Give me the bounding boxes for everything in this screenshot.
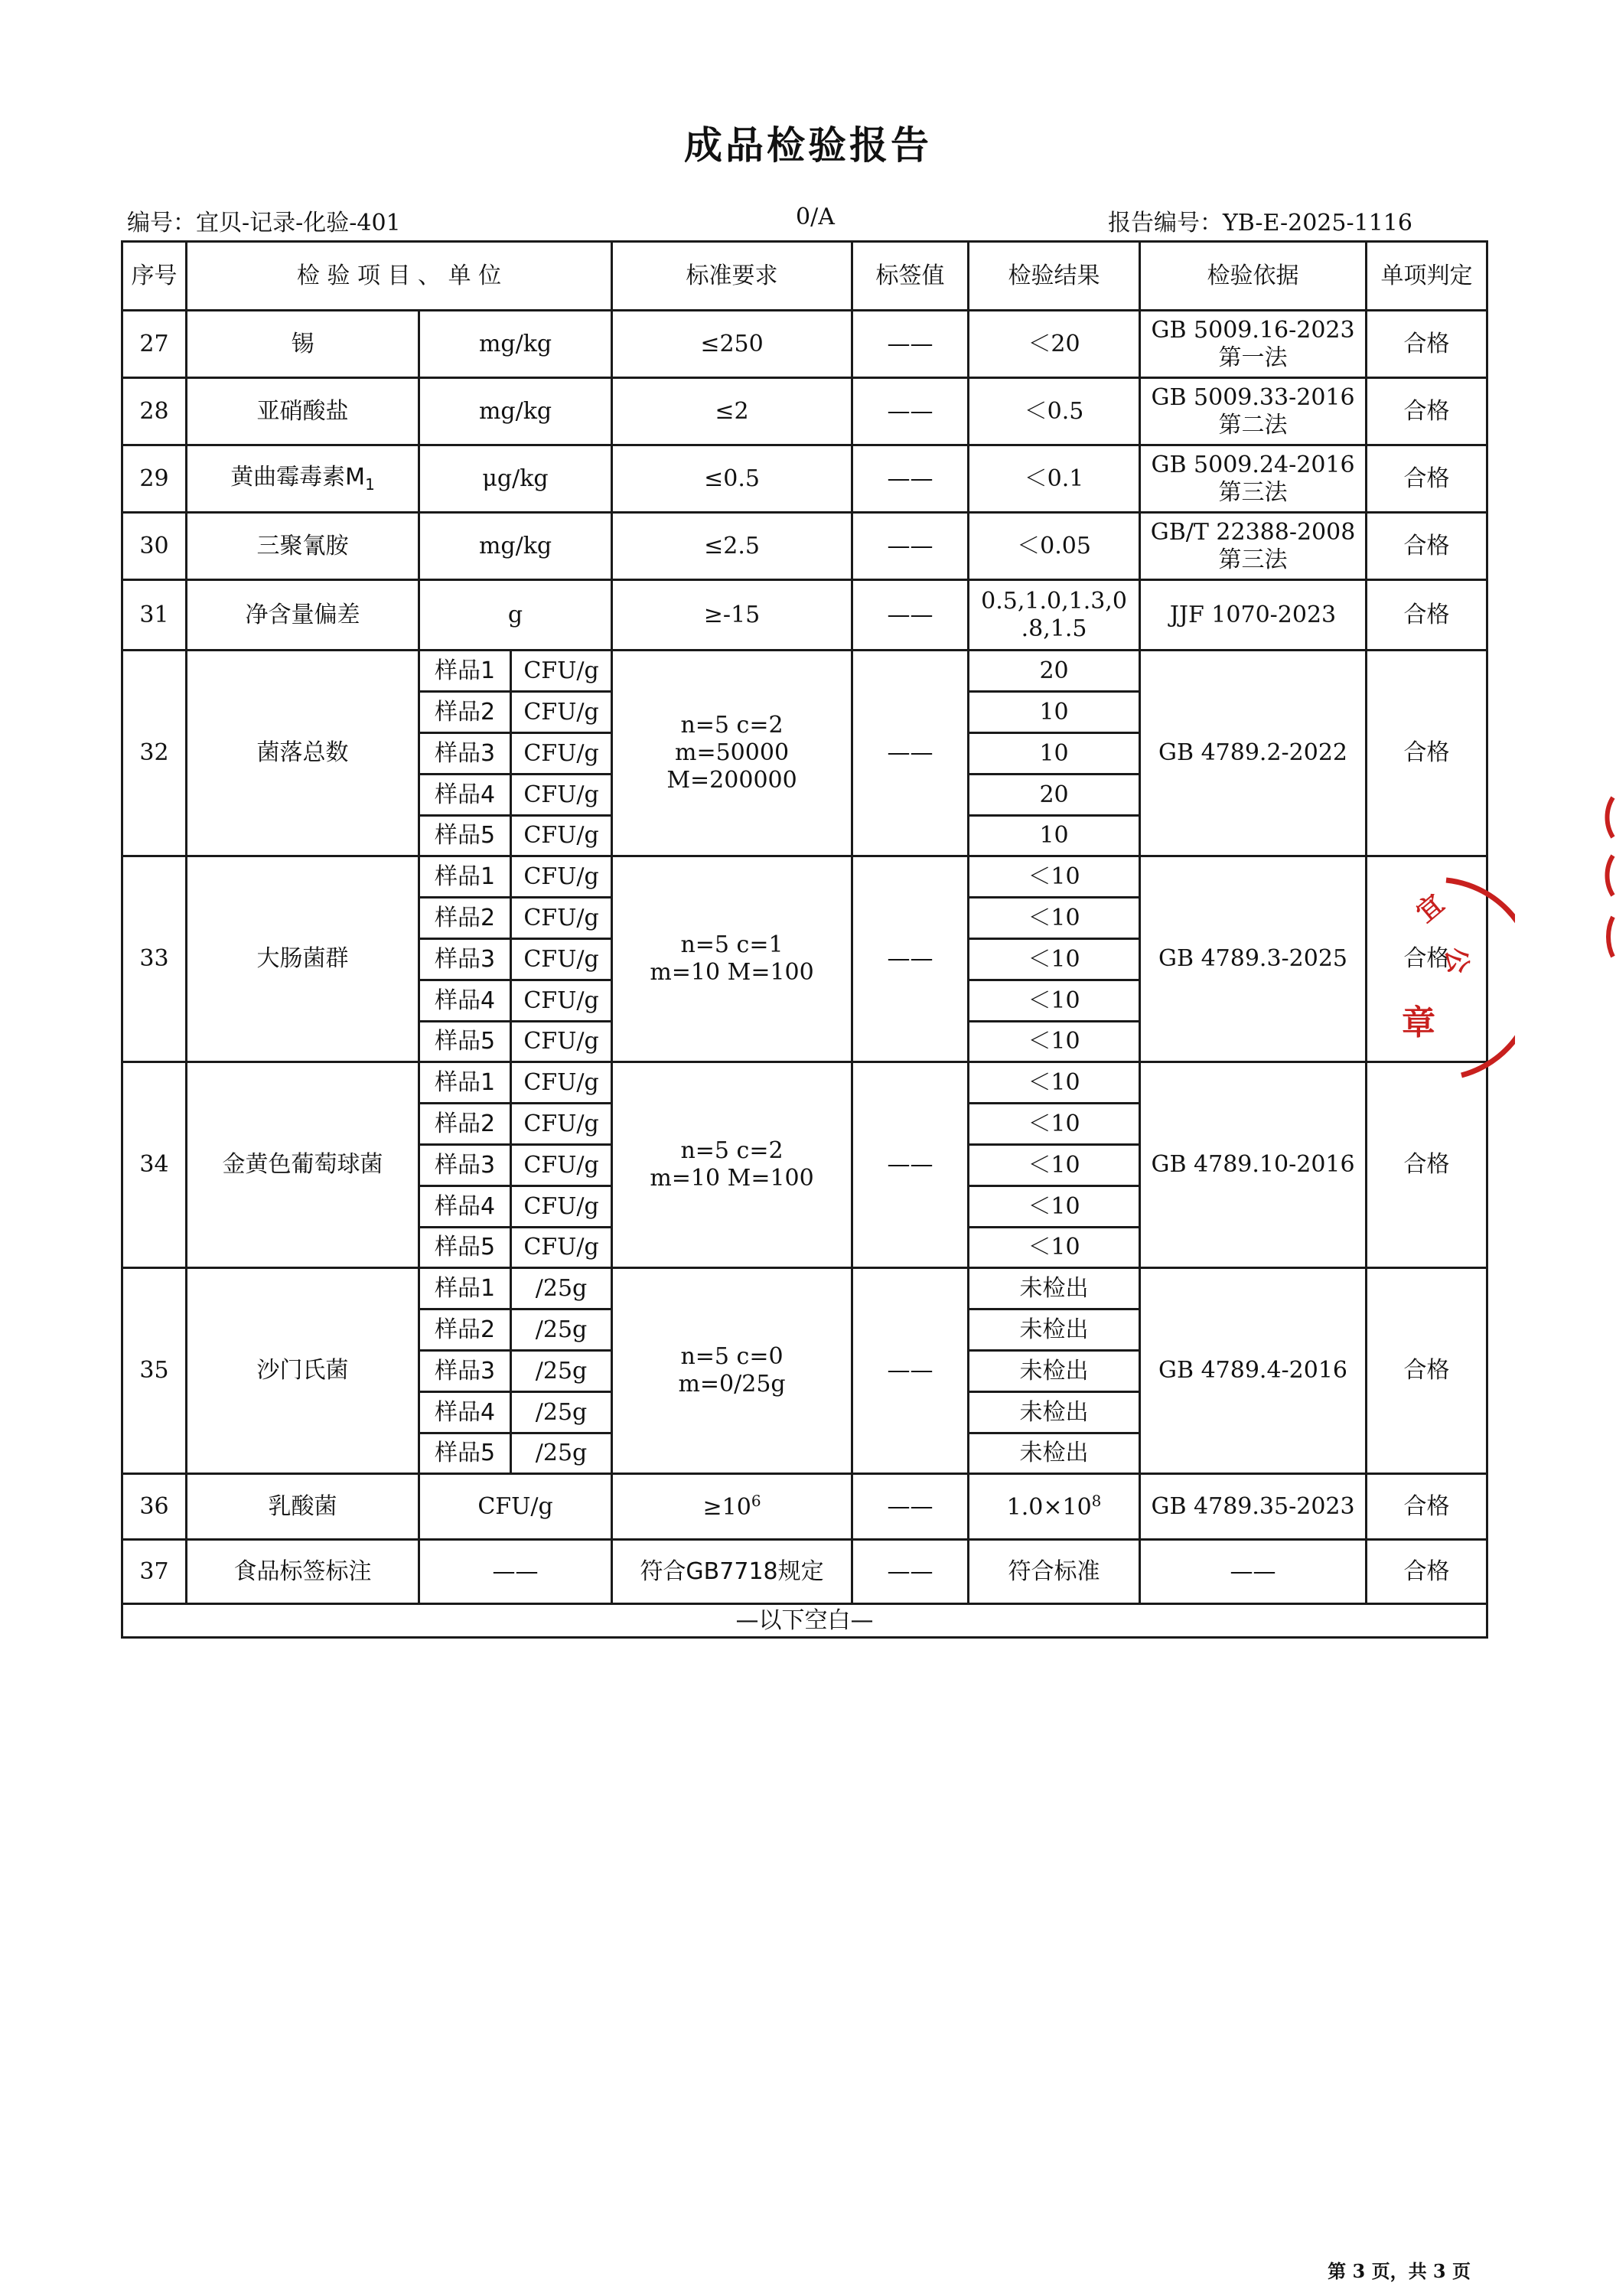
sample-name: 样品4	[419, 775, 511, 816]
sample-unit: CFU/g	[511, 856, 612, 898]
basis-line-2: 第一法	[1218, 344, 1288, 371]
sample-unit: CFU/g	[511, 1228, 612, 1268]
basis-line-2: 第二法	[1218, 411, 1288, 439]
item-name: 三聚氰胺	[187, 513, 419, 580]
label-value: ——	[852, 856, 969, 1062]
row-seq: 27	[122, 311, 187, 378]
sample-name: 样品3	[419, 1145, 511, 1186]
seal-text-3: 章	[1402, 1003, 1435, 1042]
label-value: ——	[852, 378, 969, 445]
line-2: m=10 M=100	[650, 959, 814, 986]
col-header-seq: 序号	[122, 242, 187, 311]
item-name: 食品标签标注	[187, 1540, 419, 1604]
sample-name: 样品2	[419, 1104, 511, 1145]
sample-name: 样品5	[419, 816, 511, 856]
label-value: ——	[852, 513, 969, 580]
item-name	[187, 445, 419, 513]
verdict-value: 合格	[1367, 1540, 1487, 1604]
sample-result: ＜10	[969, 898, 1140, 939]
sample-result: 10	[969, 692, 1140, 733]
sample-result: ＜10	[969, 856, 1140, 898]
row-seq: 33	[122, 856, 187, 1062]
item-unit: mg/kg	[419, 378, 612, 445]
item-name: 金黄色葡萄球菌	[187, 1062, 419, 1268]
label-value: ——	[852, 311, 969, 378]
sample-unit: CFU/g	[511, 898, 612, 939]
item-unit: mg/kg	[419, 513, 612, 580]
basis-value: GB 4789.2-2022	[1140, 651, 1367, 856]
row-seq: 34	[122, 1062, 187, 1268]
sample-unit: CFU/g	[511, 1145, 612, 1186]
standard-value	[612, 1268, 852, 1474]
result-line-2: .8,1.5	[1021, 615, 1087, 642]
table-row	[122, 311, 1487, 378]
label-value: ——	[852, 1540, 969, 1604]
basis-value: GB 4789.3-2025	[1140, 856, 1367, 1062]
sample-result: 未检出	[969, 1392, 1140, 1433]
result-value	[969, 1474, 1140, 1540]
edge-stamp-icon	[1604, 794, 1616, 963]
sample-result: ＜10	[969, 1022, 1140, 1062]
label-value: ——	[852, 1268, 969, 1474]
row-seq: 37	[122, 1540, 187, 1604]
line-1: n=5 c=2	[680, 1137, 784, 1164]
result-value: ＜0.05	[969, 513, 1140, 580]
verdict-value: 合格	[1367, 513, 1487, 580]
basis-value: ——	[1140, 1540, 1367, 1604]
sample-name: 样品4	[419, 1392, 511, 1433]
blank-note-row	[122, 1604, 1487, 1638]
basis-value: GB 4789.4-2016	[1140, 1268, 1367, 1474]
label-value: ——	[852, 1062, 969, 1268]
seal-text-2: 公	[1438, 944, 1474, 977]
basis-line-1: GB 5009.24-2016	[1151, 451, 1355, 478]
sample-name: 样品2	[419, 1309, 511, 1351]
sample-unit: CFU/g	[511, 980, 612, 1022]
line-2: m=50000 M=200000	[666, 739, 797, 794]
verdict-value: 合格	[1367, 651, 1487, 856]
sample-unit: CFU/g	[511, 775, 612, 816]
line-1: n=5 c=0	[680, 1343, 784, 1370]
item-name: 乳酸菌	[187, 1474, 419, 1540]
sample-name: 样品2	[419, 692, 511, 733]
page-number: 第 3 页，共 3 页	[1328, 2260, 1471, 2282]
sample-result: ＜10	[969, 1228, 1140, 1268]
sample-result: ＜10	[969, 1104, 1140, 1145]
label-value: ——	[852, 445, 969, 513]
row-seq: 36	[122, 1474, 187, 1540]
sample-unit: CFU/g	[511, 733, 612, 775]
table-header-row	[122, 242, 1487, 311]
item-name: 净含量偏差	[187, 580, 419, 651]
sample-name: 样品1	[419, 856, 511, 898]
standard-value: ≤250	[612, 311, 852, 378]
standard-value: 符合GB7718规定	[612, 1540, 852, 1604]
inspection-table	[121, 240, 1488, 1639]
standard-value: ≤2.5	[612, 513, 852, 580]
sample-unit: CFU/g	[511, 939, 612, 980]
sample-unit: CFU/g	[511, 1062, 612, 1104]
sample-name: 样品4	[419, 980, 511, 1022]
col-header-standard: 标准要求	[612, 242, 852, 311]
label-value: ——	[852, 580, 969, 651]
row-seq: 30	[122, 513, 187, 580]
item-name: 大肠菌群	[187, 856, 419, 1062]
table-row	[122, 513, 1487, 580]
sample-name: 样品1	[419, 651, 511, 692]
seal-arc-icon	[1385, 872, 1515, 1079]
verdict-value: 合格	[1367, 311, 1487, 378]
basis-value	[1140, 513, 1367, 580]
sample-result: ＜10	[969, 939, 1140, 980]
result-value: 符合标准	[969, 1540, 1140, 1604]
report-number: 报告编号：YB-E-2025-1116	[1108, 210, 1412, 236]
sample-name: 样品5	[419, 1228, 511, 1268]
table-row	[122, 1268, 1487, 1309]
standard-exponent: 6	[751, 1492, 761, 1510]
sample-unit: CFU/g	[511, 1022, 612, 1062]
basis-value: GB 4789.35-2023	[1140, 1474, 1367, 1540]
sample-unit: /25g	[511, 1351, 612, 1392]
basis-line-1: GB 5009.33-2016	[1151, 383, 1355, 411]
basis-value	[1140, 378, 1367, 445]
basis-value: GB 4789.10-2016	[1140, 1062, 1367, 1268]
verdict-value: 合格	[1367, 378, 1487, 445]
sample-result: 未检出	[969, 1268, 1140, 1309]
standard-base: ≥10	[702, 1494, 751, 1521]
item-unit: μg/kg	[419, 445, 612, 513]
line-2: m=10 M=100	[650, 1165, 814, 1192]
col-header-verdict: 单项判定	[1367, 242, 1487, 311]
sample-result: ＜10	[969, 1062, 1140, 1104]
basis-line-1: GB/T 22388-2008	[1150, 518, 1356, 546]
standard-value: ≤2	[612, 378, 852, 445]
result-exponent: 8	[1091, 1492, 1102, 1510]
sample-result: 10	[969, 733, 1140, 775]
verdict-value: 合格	[1367, 580, 1487, 651]
item-name-subscript: 1	[365, 475, 375, 494]
line-1: n=5 c=2	[680, 712, 784, 739]
basis-value	[1140, 311, 1367, 378]
report-title: 成品检验报告	[684, 123, 932, 168]
version: 0/A	[796, 204, 835, 230]
sample-unit: /25g	[511, 1268, 612, 1309]
verdict-value: 合格	[1367, 1268, 1487, 1474]
standard-value	[612, 651, 852, 856]
sample-unit: /25g	[511, 1309, 612, 1351]
item-unit: ——	[419, 1540, 612, 1604]
standard-value: ≥-15	[612, 580, 852, 651]
sample-result: ＜10	[969, 980, 1140, 1022]
sample-name: 样品3	[419, 733, 511, 775]
verdict-value: 合格	[1367, 1474, 1487, 1540]
sample-unit: /25g	[511, 1392, 612, 1433]
sample-name: 样品1	[419, 1062, 511, 1104]
label-value: ——	[852, 1474, 969, 1540]
table-row	[122, 651, 1487, 692]
item-name: 沙门氏菌	[187, 1268, 419, 1474]
result-value: ＜0.5	[969, 378, 1140, 445]
sample-unit: CFU/g	[511, 1104, 612, 1145]
result-line-1: 0.5,1.0,1.3,0	[981, 587, 1127, 615]
sample-unit: CFU/g	[511, 1186, 612, 1228]
table-row	[122, 856, 1487, 898]
sample-result: 20	[969, 651, 1140, 692]
line-1: n=5 c=1	[680, 931, 784, 958]
item-name: 亚硝酸盐	[187, 378, 419, 445]
basis-line-2: 第三法	[1218, 546, 1288, 573]
verdict-value: 合格	[1367, 856, 1487, 1062]
sample-result: 20	[969, 775, 1140, 816]
sample-unit: CFU/g	[511, 816, 612, 856]
sample-name: 样品2	[419, 898, 511, 939]
verdict-value: 合格	[1367, 445, 1487, 513]
line-2: m=0/25g	[678, 1371, 786, 1397]
table-row	[122, 1062, 1487, 1104]
sample-name: 样品5	[419, 1022, 511, 1062]
sample-name: 样品3	[419, 939, 511, 980]
item-name-text: 黄曲霉毒素M	[230, 464, 366, 491]
standard-value: ≤0.5	[612, 445, 852, 513]
table-row	[122, 378, 1487, 445]
sample-result: 未检出	[969, 1351, 1140, 1392]
basis-line-2: 第三法	[1218, 478, 1288, 506]
standard-value	[612, 1062, 852, 1268]
sample-unit: CFU/g	[511, 651, 612, 692]
sample-name: 样品3	[419, 1351, 511, 1392]
table-row	[122, 1540, 1487, 1604]
result-value	[969, 580, 1140, 651]
sample-name: 样品4	[419, 1186, 511, 1228]
item-unit: CFU/g	[419, 1474, 612, 1540]
table-row	[122, 1474, 1487, 1540]
sample-result: ＜10	[969, 1186, 1140, 1228]
item-name: 菌落总数	[187, 651, 419, 856]
sample-result: 10	[969, 816, 1140, 856]
col-header-item-unit: 检 验 项 目 、 单 位	[187, 242, 612, 311]
blank-note: —以下空白—	[122, 1604, 1487, 1638]
result-value: ＜0.1	[969, 445, 1140, 513]
col-header-basis: 检验依据	[1140, 242, 1367, 311]
seal-text-1: 宜	[1410, 888, 1451, 929]
sample-name: 样品1	[419, 1268, 511, 1309]
standard-value	[612, 1474, 852, 1540]
result-base: 1.0×10	[1006, 1494, 1092, 1521]
basis-value	[1140, 445, 1367, 513]
sample-result: 未检出	[969, 1309, 1140, 1351]
company-seal	[1385, 872, 1515, 1079]
standard-value	[612, 856, 852, 1062]
col-header-result: 检验结果	[969, 242, 1140, 311]
row-seq: 35	[122, 1268, 187, 1474]
basis-line-1: GB 5009.16-2023	[1151, 316, 1355, 344]
result-value: ＜20	[969, 311, 1140, 378]
document-number: 编号：宜贝-记录-化验-401	[127, 210, 401, 236]
sample-result: ＜10	[969, 1145, 1140, 1186]
item-unit: mg/kg	[419, 311, 612, 378]
verdict-value: 合格	[1367, 1062, 1487, 1268]
sample-name: 样品5	[419, 1433, 511, 1474]
row-seq: 32	[122, 651, 187, 856]
item-name: 锡	[187, 311, 419, 378]
table-row	[122, 445, 1487, 513]
sample-unit: CFU/g	[511, 692, 612, 733]
sample-unit: /25g	[511, 1433, 612, 1474]
sample-result: 未检出	[969, 1433, 1140, 1474]
row-seq: 29	[122, 445, 187, 513]
label-value: ——	[852, 651, 969, 856]
row-seq: 28	[122, 378, 187, 445]
basis-value: JJF 1070-2023	[1140, 580, 1367, 651]
item-unit: g	[419, 580, 612, 651]
table-row	[122, 580, 1487, 651]
col-header-label-value: 标签值	[852, 242, 969, 311]
row-seq: 31	[122, 580, 187, 651]
